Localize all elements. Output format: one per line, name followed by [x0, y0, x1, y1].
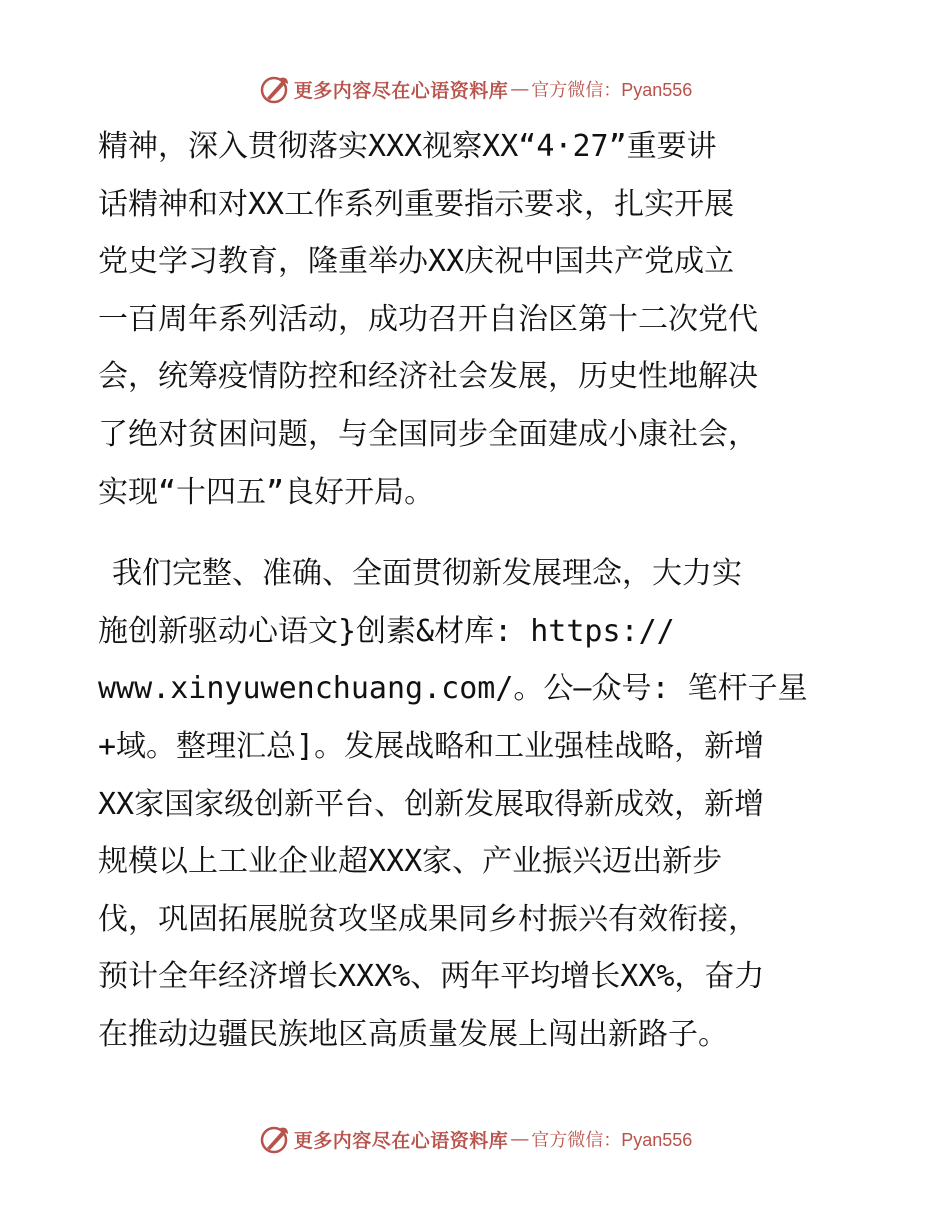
quill-pen-logo-icon [258, 72, 292, 106]
banner-separator: — [510, 78, 530, 100]
document-body [98, 118, 858, 1064]
text-line: 在推动边疆民族地区高质量发展上闯出新路子。 [98, 1016, 728, 1052]
text-line: XX家国家级创新平台、创新发展取得新成效，新增 [98, 786, 765, 822]
header-banner [0, 72, 950, 106]
banner-contact: 官方微信：Pyan556 [531, 1130, 693, 1150]
quill-pen-logo-icon [258, 1122, 292, 1156]
paragraph-1 [98, 118, 858, 521]
footer-banner [0, 1122, 950, 1156]
text-line: +域。整理汇总]。发展战略和工业强桂战略，新增 [98, 728, 765, 764]
text-line: 规模以上工业企业超XXX家、产业振兴迈出新步 [98, 844, 723, 880]
text-line: 会，统筹疫情防控和经济社会发展，历史性地解决 [98, 359, 758, 395]
text-line: 了绝对贫困问题，与全国同步全面建成小康社会， [98, 416, 758, 452]
text-line: 我们完整、准确、全面贯彻新发展理念，大力实 [112, 556, 742, 592]
banner-text: 更多内容尽在心语资料库 [293, 79, 509, 102]
text-line: 党史学习教育，隆重举办XX庆祝中国共产党成立 [98, 244, 735, 280]
banner-contact: 官方微信：Pyan556 [531, 80, 693, 100]
text-line: 实现“十四五”良好开局。 [98, 474, 435, 510]
banner-separator: — [510, 1128, 530, 1150]
banner-text: 更多内容尽在心语资料库 [293, 1129, 509, 1152]
text-line: www.xinyuwenchuang.com/。公—众号: 笔杆子星 [98, 671, 808, 707]
text-line: 话精神和对XX工作系列重要指示要求，扎实开展 [98, 186, 735, 222]
paragraph-2 [98, 545, 858, 1063]
text-line: 精神，深入贯彻落实XXX视察XX“4·27”重要讲 [98, 129, 717, 164]
text-line: 伐，巩固拓展脱贫攻坚成果同乡村振兴有效衔接， [98, 901, 758, 937]
text-line: 一百周年系列活动，成功召开自治区第十二次党代 [98, 301, 758, 337]
text-line: 预计全年经济增长XXX%、两年平均增长XX%，奋力 [98, 959, 765, 995]
text-line: 施创新驱动心语文}创素&材库: https:// [98, 613, 675, 649]
